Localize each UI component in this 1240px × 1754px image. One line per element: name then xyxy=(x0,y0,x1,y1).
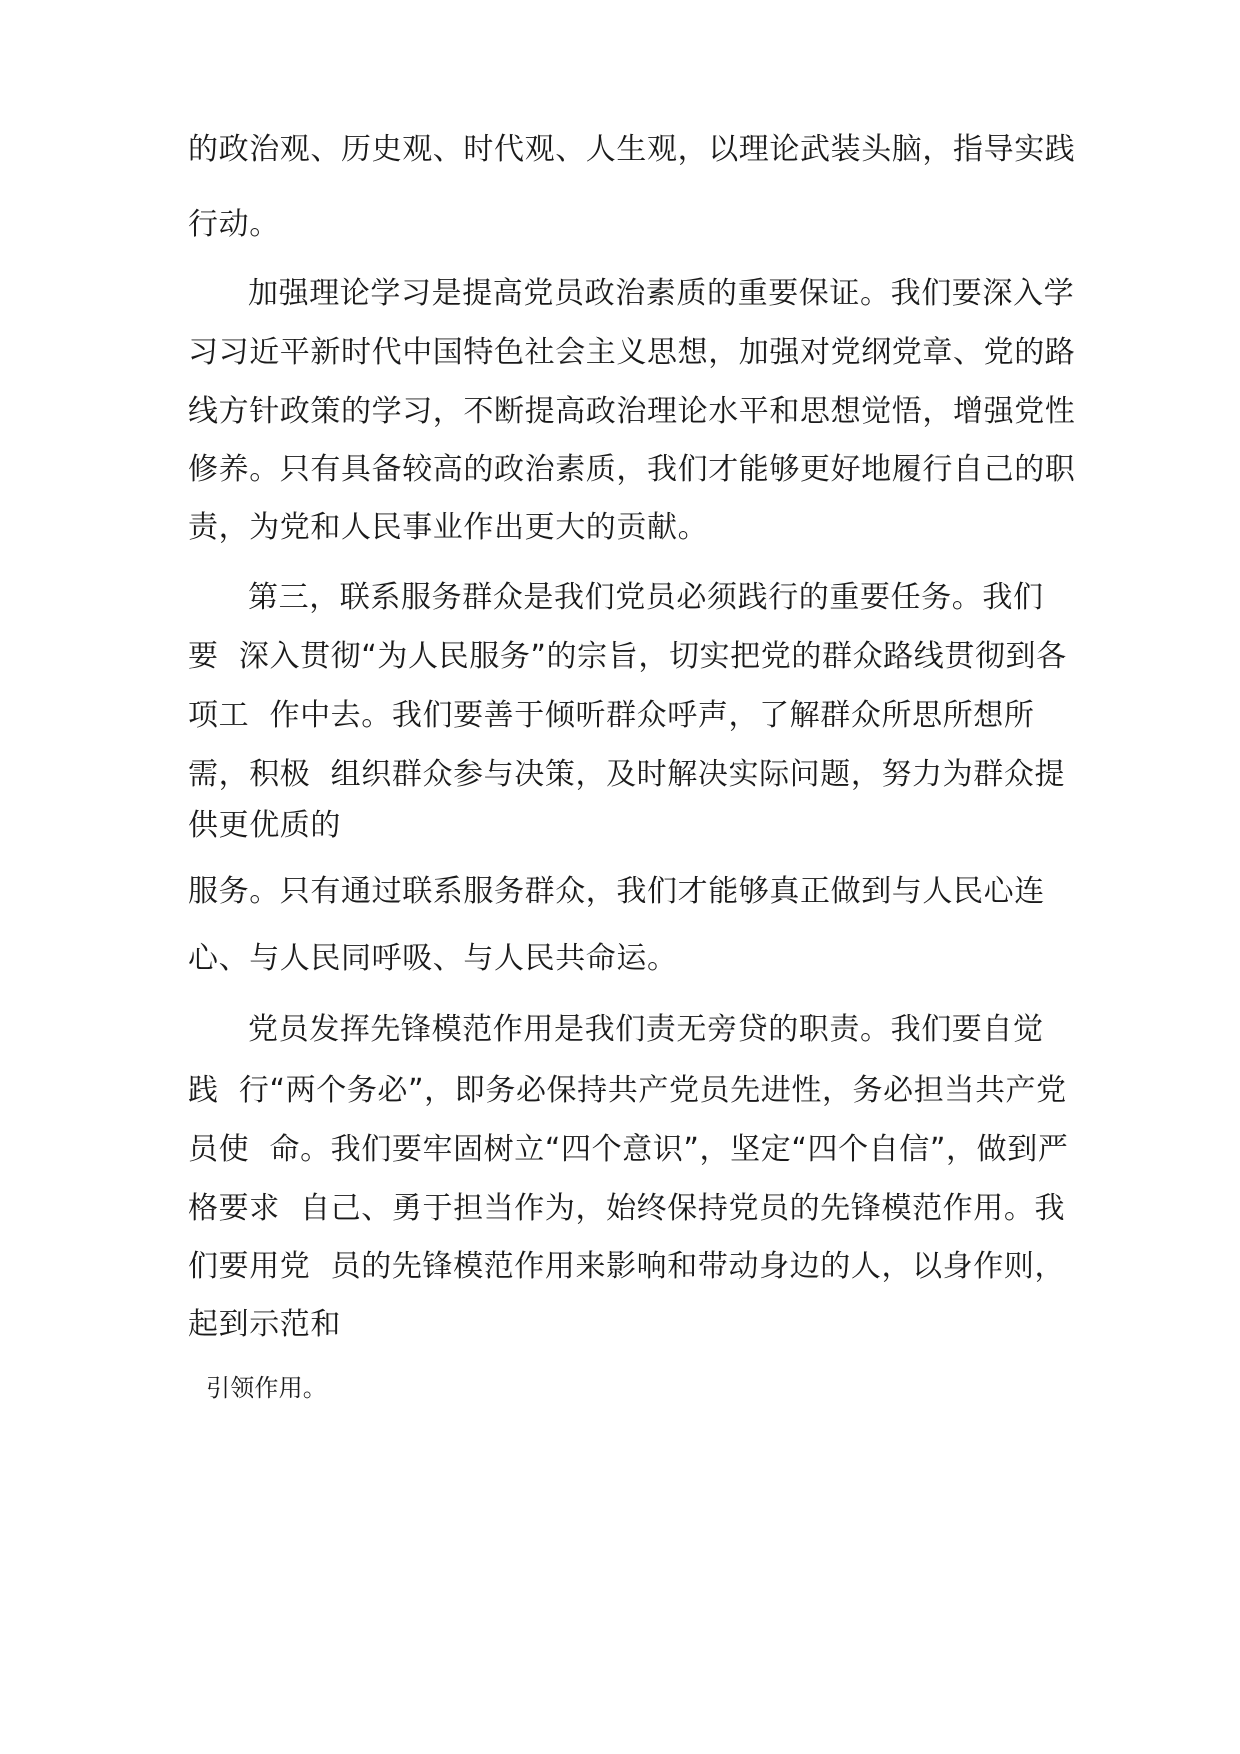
text-line: 项工 作中去。我们要善于倾听群众呼声，了解群众所思所想所 xyxy=(188,698,1035,733)
text-line: 员使 命。我们要牢固树立“四个意识”，坚定“四个自信”，做到严 xyxy=(188,1132,1069,1167)
text-line: 践 行“两个务必”，即务必保持共产党员先进性，务必担当共产党 xyxy=(188,1073,1067,1108)
text-line: 引领作用。 xyxy=(206,1374,327,1402)
text-line: 起到示范和 xyxy=(188,1307,341,1342)
paragraph-start-line: 党员发挥先锋模范作用是我们责无旁贷的职责。我们要自觉 xyxy=(248,1012,1044,1047)
paragraph-start-line: 第三，联系服务群众是我们党员必须践行的重要任务。我们 xyxy=(248,580,1044,615)
text-line: 服务。只有通过联系服务群众，我们才能够真正做到与人民心连 xyxy=(188,874,1045,909)
text-line: 要 深入贯彻“为人民服务”的宗旨，切实把党的群众路线贯彻到各 xyxy=(188,639,1067,674)
text-line: 格要求 自己、勇于担当作为，始终保持党员的先锋模范作用。我 xyxy=(188,1191,1066,1226)
text-line: 线方针政策的学习，不断提高政治理论水平和思想觉悟，增强党性 xyxy=(188,394,1076,429)
paragraph-start-line: 加强理论学习是提高党员政治素质的重要保证。我们要深入学 xyxy=(248,276,1075,311)
text-line: 行动。 xyxy=(188,207,280,242)
text-line: 需，积极 组织群众参与决策，及时解决实际问题，努力为群众提 xyxy=(188,757,1066,792)
text-line: 们要用党 员的先锋模范作用来影响和带动身边的人，以身作则， xyxy=(188,1249,1066,1284)
text-line: 的政治观、历史观、时代观、人生观，以理论武装头脑，指导实践 xyxy=(188,132,1076,167)
text-line: 责，为党和人民事业作出更大的贡献。 xyxy=(188,510,709,545)
text-line: 供更优质的 xyxy=(188,808,341,843)
text-line: 心、与人民同呼吸、与人民共命运。 xyxy=(188,941,678,976)
text-line: 修养。只有具备较高的政治素质，我们才能够更好地履行自己的职 xyxy=(188,452,1076,487)
text-line: 习习近平新时代中国特色社会主义思想，加强对党纲党章、党的路 xyxy=(188,335,1076,370)
